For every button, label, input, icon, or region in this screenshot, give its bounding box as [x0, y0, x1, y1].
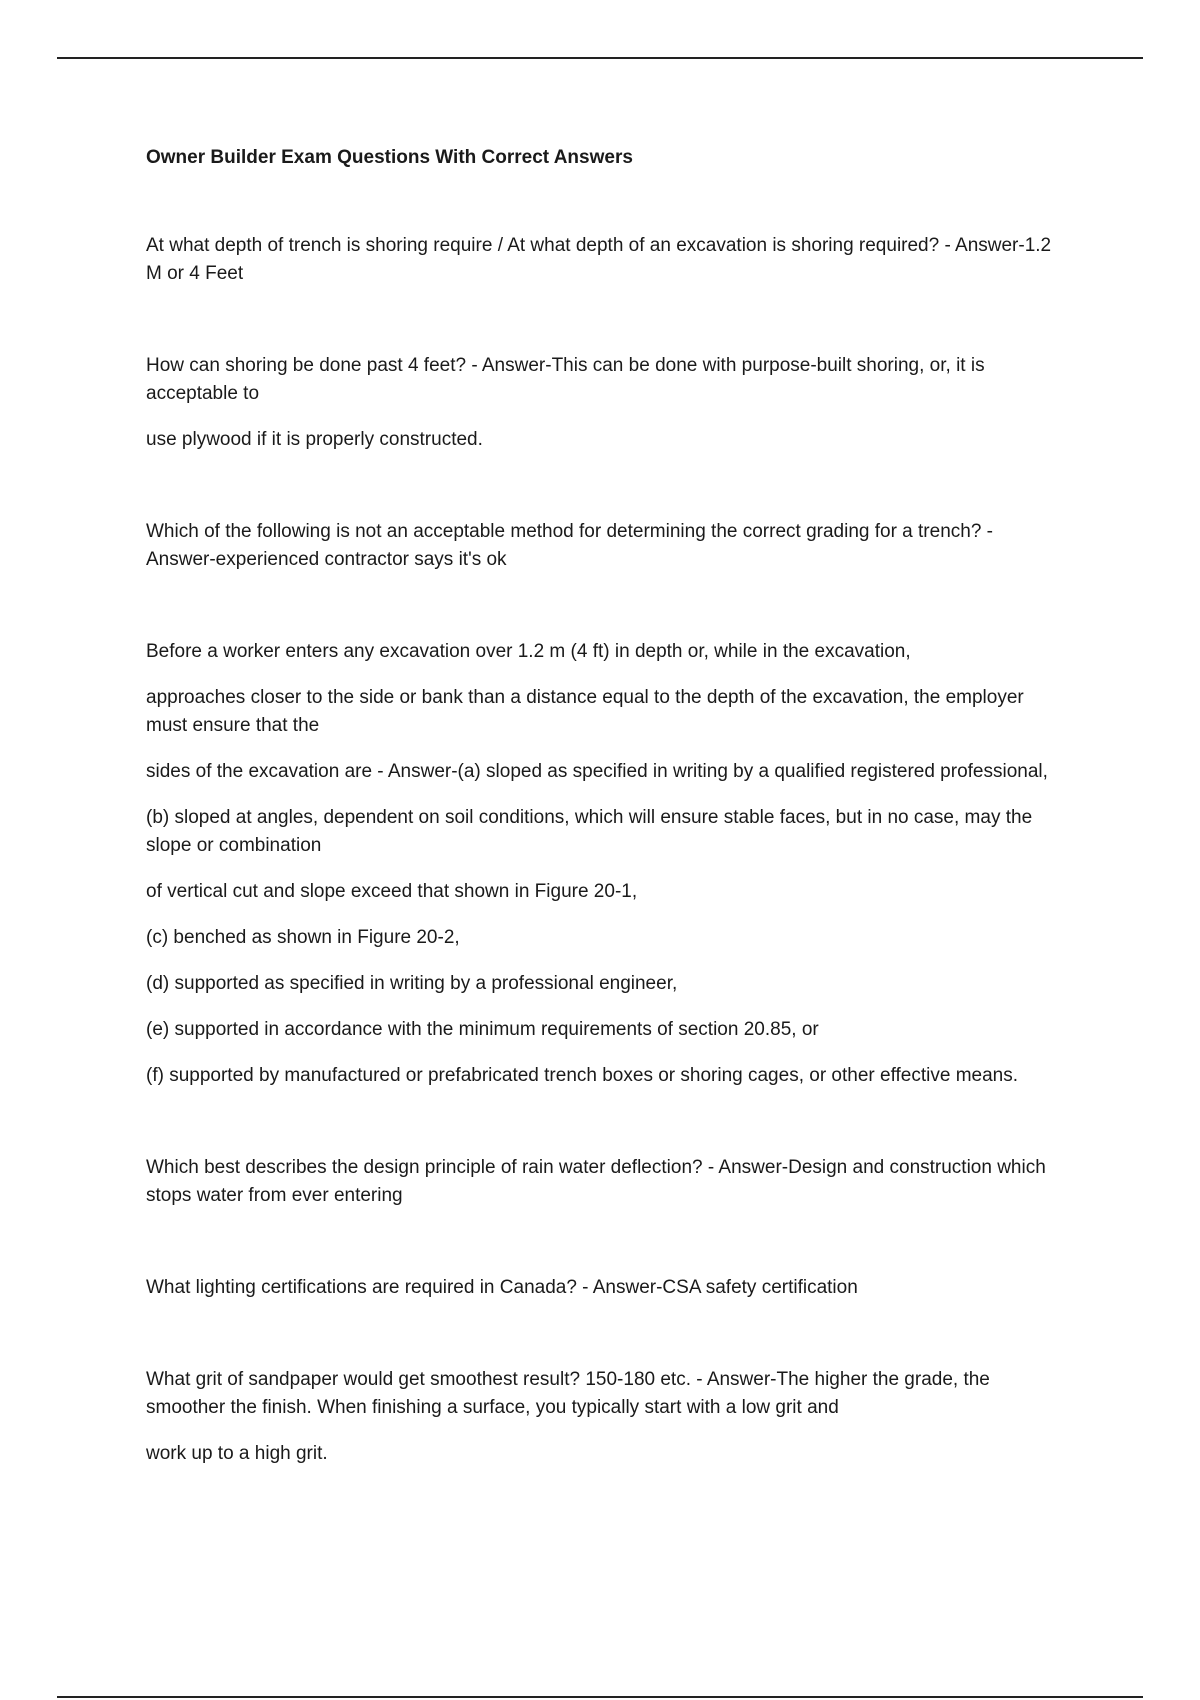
qa-item-1	[146, 232, 1066, 288]
qa-item-3	[146, 518, 1066, 574]
document-body	[146, 144, 1066, 1486]
qa-paragraph: At what depth of trench is shoring require / At what depth of an excavation is shoring required? - Answer-1.2 M or 4 Feet	[146, 235, 1052, 284]
qa-paragraph: (e) supported in accordance with the minimum requirements of section 20.85, or	[146, 1019, 819, 1040]
qa-paragraph: approaches closer to the side or bank than a distance equal to the depth of the excavation, the employer must ensure that the	[146, 687, 1024, 736]
qa-paragraph: (d) supported as specified in writing by a professional engineer,	[146, 973, 678, 994]
qa-paragraph: Which best describes the design principle of rain water deflection? - Answer-Design and construction which stops water from ever entering	[146, 1157, 1046, 1206]
document-title: Owner Builder Exam Questions With Correct Answers	[146, 147, 633, 168]
top-rule	[57, 57, 1143, 59]
qa-paragraph: (b) sloped at angles, dependent on soil conditions, which will ensure stable faces, but in no case, may the slope or combination	[146, 807, 1033, 856]
qa-item-7	[146, 1366, 1066, 1468]
qa-paragraph: (f) supported by manufactured or prefabricated trench boxes or shoring cages, or other effective means.	[146, 1065, 1019, 1086]
qa-item-4	[146, 638, 1066, 1090]
qa-paragraph: What grit of sandpaper would get smoothest result? 150-180 etc. - Answer-The higher the grade, the smoother the finish. When finishing a surface, you typically start with a low grit and	[146, 1369, 990, 1418]
qa-item-5	[146, 1154, 1066, 1210]
qa-item-6	[146, 1274, 1066, 1302]
qa-paragraph: Which of the following is not an acceptable method for determining the correct grading for a trench? - Answer-experienced contractor says it's ok	[146, 521, 994, 570]
qa-paragraph: sides of the excavation are - Answer-(a) sloped as specified in writing by a qualified registered professional,	[146, 761, 1048, 782]
qa-paragraph: work up to a high grit.	[146, 1443, 328, 1464]
bottom-rule	[57, 1696, 1143, 1698]
qa-paragraph: How can shoring be done past 4 feet? - Answer-This can be done with purpose-built shoring, or, it is acceptable to	[146, 355, 985, 404]
qa-item-2	[146, 352, 1066, 454]
qa-paragraph: (c) benched as shown in Figure 20-2,	[146, 927, 460, 948]
qa-paragraph: What lighting certifications are required in Canada? - Answer-CSA safety certification	[146, 1277, 858, 1298]
qa-paragraph: of vertical cut and slope exceed that shown in Figure 20-1,	[146, 881, 638, 902]
qa-paragraph: Before a worker enters any excavation over 1.2 m (4 ft) in depth or, while in the excavation,	[146, 641, 911, 662]
qa-paragraph: use plywood if it is properly constructed.	[146, 429, 483, 450]
